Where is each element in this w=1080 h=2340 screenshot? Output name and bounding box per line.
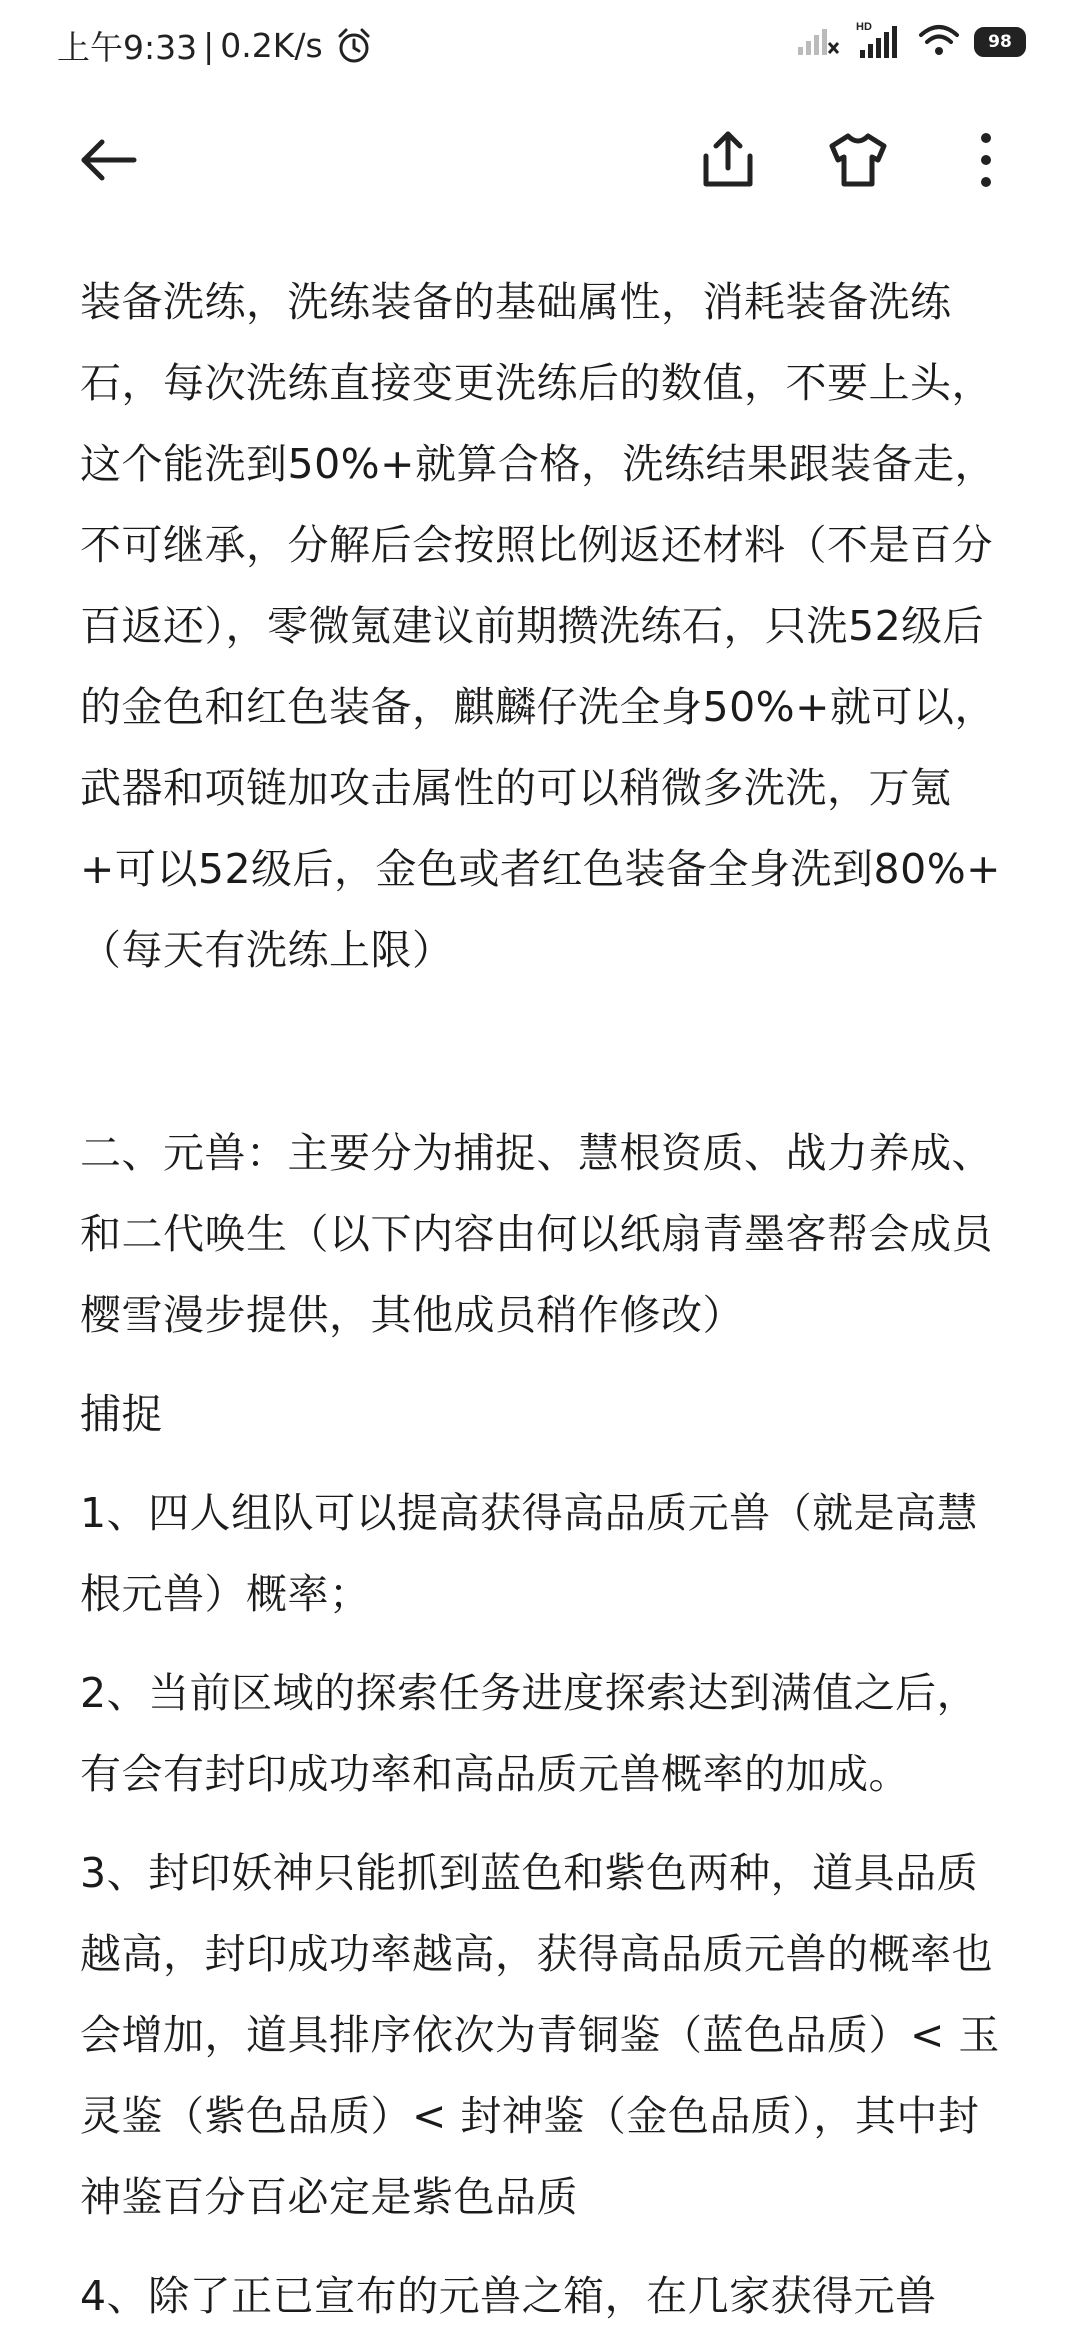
back-arrow-icon — [76, 128, 140, 192]
article-content — [80, 262, 1015, 2337]
status-separator: | — [203, 26, 215, 65]
signal-icon — [796, 23, 840, 61]
paragraph-spacer — [80, 2238, 1015, 2256]
back-button[interactable] — [72, 124, 144, 196]
status-left — [57, 22, 373, 69]
share-button[interactable] — [692, 124, 764, 196]
status-time: 上午9:33 — [57, 28, 198, 67]
share-icon — [698, 128, 758, 192]
list-item-1: 1、四人组队可以提高获得高品质元兽（就是高慧根元兽）概率； — [80, 1489, 979, 1618]
alarm-icon — [335, 27, 373, 65]
status-right — [796, 20, 1026, 64]
more-options-button[interactable] — [950, 124, 1022, 196]
theme-button[interactable] — [822, 124, 894, 196]
list-item-2: 2、当前区域的探索任务进度探索达到满值之后，有会有封印成功率和高品质元兽概率的加成。 — [80, 1669, 979, 1798]
tshirt-theme-icon — [826, 130, 890, 190]
paragraph-spacer — [80, 1635, 1015, 1653]
top-toolbar — [0, 100, 1080, 220]
signal-hd-icon — [854, 20, 904, 64]
status-bar — [0, 0, 1080, 90]
wifi-icon — [918, 23, 960, 61]
paragraph-section-two: 二、元兽：主要分为捕捉、慧根资质、战力养成、和二代唤生（以下内容由何以纸扇青墨客帮会成员樱雪漫步提供，其他成员稍作修改） — [80, 1129, 993, 1339]
hd-label: HD — [856, 21, 872, 33]
heading-capture: 捕捉 — [80, 1390, 163, 1438]
more-vertical-icon — [976, 130, 996, 190]
list-item-3: 3、封印妖神只能抓到蓝色和紫色两种，道具品质越高，封印成功率越高，获得高品质元兽的概率也会增加，道具排序依次为青铜鉴（蓝色品质）< 玉灵鉴（紫色品质）< 封神鉴（金色品质），其中封神鉴百分百必定是紫色品质 — [80, 1849, 1000, 2221]
paragraph-spacer — [80, 991, 1015, 1113]
paragraph-spacer — [80, 1356, 1015, 1374]
battery-icon: 98 — [974, 27, 1026, 57]
paragraph-spacer — [80, 1815, 1015, 1833]
network-speed: 0.2K/s — [220, 26, 323, 65]
list-item-4: 4、除了正已宣布的元兽之箱，在几家获得元兽 — [80, 2272, 937, 2320]
paragraph-equipment-refine: 装备洗练，洗练装备的基础属性，消耗装备洗练石，每次洗练直接变更洗练后的数值，不要上头，这个能洗到50%+就算合格，洗练结果跟装备走，不可继承，分解后会按照比例返还材料（不是百分百返还），零微氪建议前期攒洗练石，只洗52级后的金色和红色装备，麒麟仔洗全身50%+就可以，武器和项链加攻击属性的可以稍微多洗洗，万氪+可以52级后，金色或者红色装备全身洗到80%+（每天有洗练上限） — [80, 278, 1002, 974]
paragraph-spacer — [80, 1455, 1015, 1473]
